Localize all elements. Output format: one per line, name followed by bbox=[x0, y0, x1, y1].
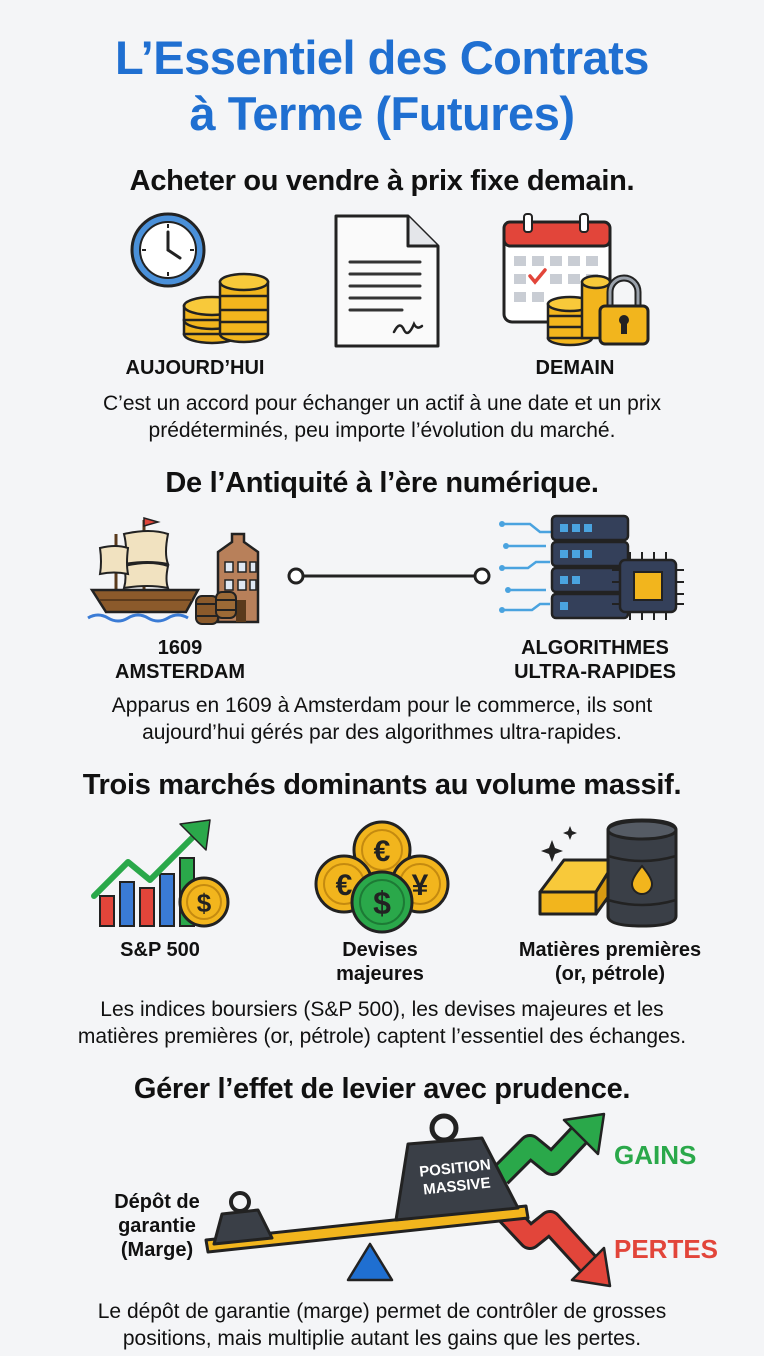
gold-oil-icon bbox=[530, 816, 690, 932]
euro-sign-top: € bbox=[373, 835, 391, 868]
page-title-line2: à Terme (Futures) bbox=[189, 87, 575, 140]
section2-desc-line1: Apparus en 1609 à Amsterdam pour le commerce, ils sont bbox=[111, 694, 653, 717]
label-algorithmes: ALGORITHMES bbox=[521, 637, 669, 659]
section1-desc-line1: C’est un accord pour échanger un actif à une date et un prix bbox=[102, 392, 662, 415]
euro-sign-left: € bbox=[335, 869, 353, 902]
timeline-connector bbox=[286, 566, 492, 586]
label-matieres: Matières premières bbox=[518, 939, 702, 961]
section2-heading: De l’Antiquité à l’ère numérique. bbox=[165, 467, 599, 499]
contract-document-icon bbox=[332, 212, 442, 352]
label-ultra-rapides: ULTRA-RAPIDES bbox=[514, 661, 676, 683]
label-margin-line2: garantie bbox=[118, 1215, 196, 1237]
section3-heading: Trois marchés dominants au volume massif. bbox=[82, 769, 682, 801]
label-amsterdam: AMSTERDAM bbox=[115, 661, 245, 683]
section2-desc-line2: aujourd’hui gérés par des algorithmes ultra-rapides. bbox=[142, 721, 622, 744]
clock-coins-icon bbox=[128, 210, 278, 350]
ship-icon bbox=[88, 512, 278, 630]
section3-desc-line1: Les indices boursiers (S&P 500), les devises majeures et les bbox=[100, 998, 664, 1021]
section4-desc-line2: positions, mais multiplie autant les gains que les pertes. bbox=[122, 1327, 642, 1350]
currency-coins-icon bbox=[312, 818, 452, 936]
label-margin-line1: Dépôt de bbox=[114, 1191, 200, 1213]
server-chip-icon bbox=[500, 512, 690, 630]
dollar-sign: $ bbox=[196, 888, 212, 918]
yen-sign: ¥ bbox=[411, 869, 429, 902]
dollar-sign-green: $ bbox=[373, 885, 391, 921]
calendar-lock-icon bbox=[500, 212, 655, 352]
weight-line1: POSITION bbox=[418, 1156, 492, 1181]
label-or-petrole: (or, pétrole) bbox=[554, 963, 665, 985]
section4-heading: Gérer l’effet de levier avec prudence. bbox=[133, 1073, 631, 1105]
stock-chart-icon bbox=[92, 818, 242, 930]
label-margin-line3: (Marge) bbox=[120, 1239, 194, 1261]
label-tomorrow: DEMAIN bbox=[535, 357, 615, 379]
label-sp500: S&P 500 bbox=[120, 939, 200, 961]
gains-label: GAINS bbox=[614, 1140, 697, 1170]
pertes-label: PERTES bbox=[614, 1234, 719, 1264]
section1-desc-line2: prédéterminés, peu importe l’évolution du marché. bbox=[148, 419, 616, 442]
section4-desc-line1: Le dépôt de garantie (marge) permet de contrôler de grosses bbox=[97, 1300, 667, 1323]
label-today: AUJOURD’HUI bbox=[125, 357, 265, 379]
label-majeures: majeures bbox=[336, 963, 424, 985]
label-devises: Devises bbox=[342, 939, 418, 961]
section1-heading: Acheter ou vendre à prix fixe demain. bbox=[129, 165, 635, 197]
label-1609: 1609 bbox=[157, 637, 203, 659]
page-title-line1: L’Essentiel des Contrats bbox=[115, 31, 649, 84]
weight-line2: MASSIVE bbox=[422, 1174, 492, 1199]
section3-desc-line2: matières premières (or, pétrole) captent l’essentiel des échanges. bbox=[77, 1025, 687, 1048]
